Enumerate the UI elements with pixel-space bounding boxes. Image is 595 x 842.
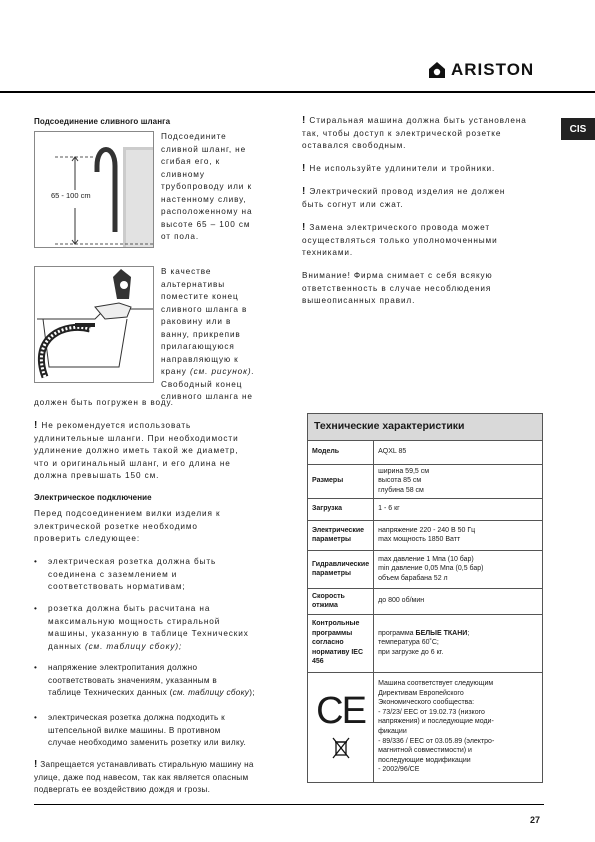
header-rule [0,91,595,93]
page-number: 27 [529,815,540,825]
drain-height-figure [34,131,154,248]
drain-heading: Подсоединение сливного шланга [34,117,171,126]
exclamation-icon: ! [302,186,307,197]
bullet-grounding: • электрическая розетка должна быть соединена с заземлением и соответствовать нормативам; [34,557,217,591]
exclamation-icon: ! [302,115,307,126]
table-row: Контрольные программы согласно нормативу IEC 456 программа БЕЛЫЕ ТКАНИ; температура 60˚С; при загрузке до 6 кг. [308,614,543,672]
exclamation-icon: ! [302,222,307,233]
ariston-logo [428,60,534,80]
exclamation-icon: ! [34,759,38,770]
warning-no-extension: ! Не используйте удлинители и тройники. [302,163,496,174]
specifications-table [307,413,543,783]
drain-height-diagram [35,132,153,247]
house-logo-icon [428,61,446,79]
drain-paragraph-2-tail: должен быть погружен в воду. [34,398,174,407]
table-row: Модель AQXL 85 [308,440,543,464]
brand-name: ARISTON [451,60,535,79]
table-row: Загрузка 1 - 6 кг [308,498,543,520]
sink-drain-figure [34,266,154,383]
electrical-intro: Перед подсоединением вилки изделия к электрической розетке необходимо проверить следующее: [34,509,221,543]
table-row: Размеры ширина 59,5 см высота 85 см глубина 58 см [308,464,543,498]
exclamation-icon: ! [302,163,307,174]
attention-note: Внимание! Фирма снимает с себя всякую ответственность в случае несоблюдения вышеописанных правил. [302,271,493,305]
sink-drain-diagram [35,267,153,382]
warning-cord-replacement: ! Замена электрического провода может осуществляться только уполномоченными техниками. [302,222,498,257]
table-row: Электрические параметры напряжение 220 - 240 В 50 Гц max мощность 1850 Ватт [308,520,543,550]
warning-socket-access: ! Стиральная машина должна быть установлена так, чтобы доступ к электрической розетке оставался свободным. [302,115,527,150]
ce-mark: CE [316,690,365,733]
extension-hose-warning: ! Не рекомендуется использовать удлинительные шланги. При необходимости удлинение должно иметь такой же диаметр, что и оригинальный шланг, и его длина не должна превышать 150 см. [34,420,239,480]
table-row: Гидравлические параметры max давление 1 Мпа (10 бар) min давление 0,05 Мпа (0,5 бар) объем барабана 52 л [308,550,543,588]
footer-rule [34,804,544,805]
exclamation-icon: ! [34,420,39,431]
outdoor-warning: ! Запрещается устанавливать стиральную машину на улице, даже под навесом, так как является опасным подвергать ее воздействию дождя и грозы. [34,759,254,794]
bullet-voltage: • напряжение электропитания должно соответствовать значениям, указанным в таблице Технических данных (см. таблицу сбоку); [34,663,255,697]
language-tab: CIS [561,118,595,140]
spec-title: Технические характеристики [308,414,543,441]
drain-height-label: 65 - 100 cm [51,191,91,200]
table-row: Скорость отжима до 800 об/мин [308,588,543,614]
bullet-socket-plug: • электрическая розетка должна подходить к штепсельной вилке машины. В противном случае необходимо заменить розетку или вилку. [34,713,247,747]
warning-cord-bent: ! Электрический провод изделия не должен быть согнут или сжат. [302,186,506,209]
weee-bin-icon [332,737,350,759]
table-row: CE Машина соответствует следующим Директивам Европейского Экономического сообщества: - 73/23/ ЕЕС от 19.02.73 (низкого напряжения) и последующие моди- фикации - 89/336 / ЕЕС от 03.05.89 (электро- магнитной совместимости) и последующие модификации - 2002/96/CE [308,672,543,782]
bullet-power-rating: • розетка должна быть расчитана на максимальную мощность стиральной машины, указанную в таблице Технических данных (см. таблицу сбоку); [34,604,249,651]
drain-paragraph-1: Подсоедините сливной шланг, не сгибая его, к сливному трубопроводу или к настенному сливу, расположенному на высоте 65 – 100 см от пола. [161,132,253,241]
drain-paragraph-2: В качестве альтернативы поместите конец сливного шланга в раковину или в ванну, прикрепив прилагающуюся направляющую к крану (см. рисунок). Свободный конец сливного шланга не [161,267,255,401]
electrical-heading: Электрическое подключение [34,493,152,502]
